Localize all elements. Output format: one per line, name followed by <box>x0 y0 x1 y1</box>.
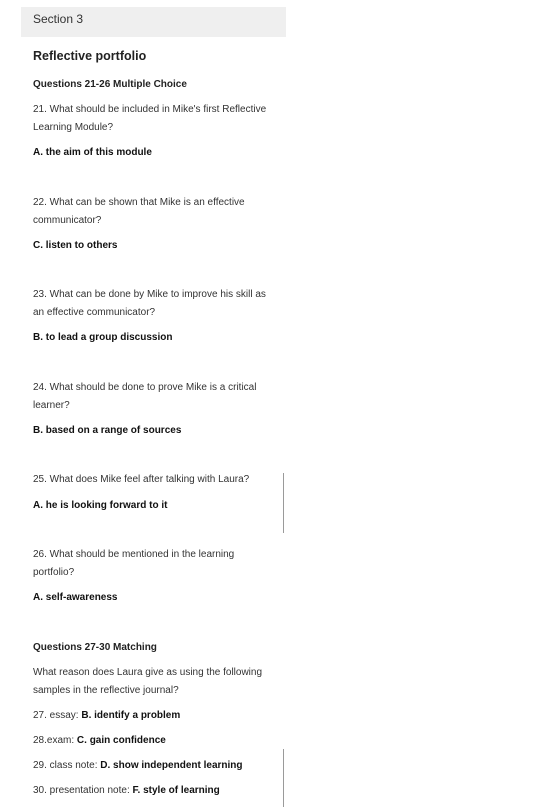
answer-23: B. to lead a group discussion <box>33 332 173 343</box>
question-24: 24. What should be done to prove Mike is a critical learner? <box>33 382 257 411</box>
match-29 <box>33 760 243 771</box>
section-header <box>21 7 286 37</box>
match-heading: Questions 27-30 Matching <box>33 642 157 653</box>
mc-heading: Questions 21-26 Multiple Choice <box>33 79 187 90</box>
question-25: 25. What does Mike feel after talking with Laura? <box>33 474 250 485</box>
scrollbar-track[interactable] <box>283 473 284 533</box>
match-28 <box>33 735 166 746</box>
match-27 <box>33 710 180 721</box>
match-30-answer: F. style of learning <box>132 785 220 796</box>
match-30-prefix: 30. presentation note: <box>33 785 133 796</box>
match-28-prefix: 28.exam: <box>33 735 77 746</box>
match-28-answer: C. gain confidence <box>76 735 166 746</box>
match-27-answer: B. identify a problem <box>81 710 181 721</box>
answer-24: B. based on a range of sources <box>33 425 182 436</box>
question-21: 21. What should be included in Mike's first Reflective Learning Module? <box>33 104 267 133</box>
match-29-prefix: 29. class note: <box>33 760 101 771</box>
match-29-answer: D. show independent learning <box>100 760 243 771</box>
question-23: 23. What can be done by Mike to improve his skill as an effective communicator? <box>33 289 266 318</box>
answer-22: C. listen to others <box>33 240 118 251</box>
match-30 <box>33 785 220 796</box>
scrollbar-track-lower[interactable] <box>283 749 284 807</box>
answer-26: A. self-awareness <box>33 592 118 603</box>
question-22: 22. What can be shown that Mike is an effective communicator? <box>33 197 245 226</box>
match-intro: What reason does Laura give as using the following samples in the reflective journal? <box>33 667 263 696</box>
page-title: Reflective portfolio <box>33 49 147 63</box>
question-26: 26. What should be mentioned in the learning portfolio? <box>33 549 235 578</box>
match-27-prefix: 27. essay: <box>33 710 82 721</box>
answer-25: A. he is looking forward to it <box>33 500 168 511</box>
answer-21: A. the aim of this module <box>33 147 152 158</box>
section-label: Section 3 <box>33 12 84 26</box>
